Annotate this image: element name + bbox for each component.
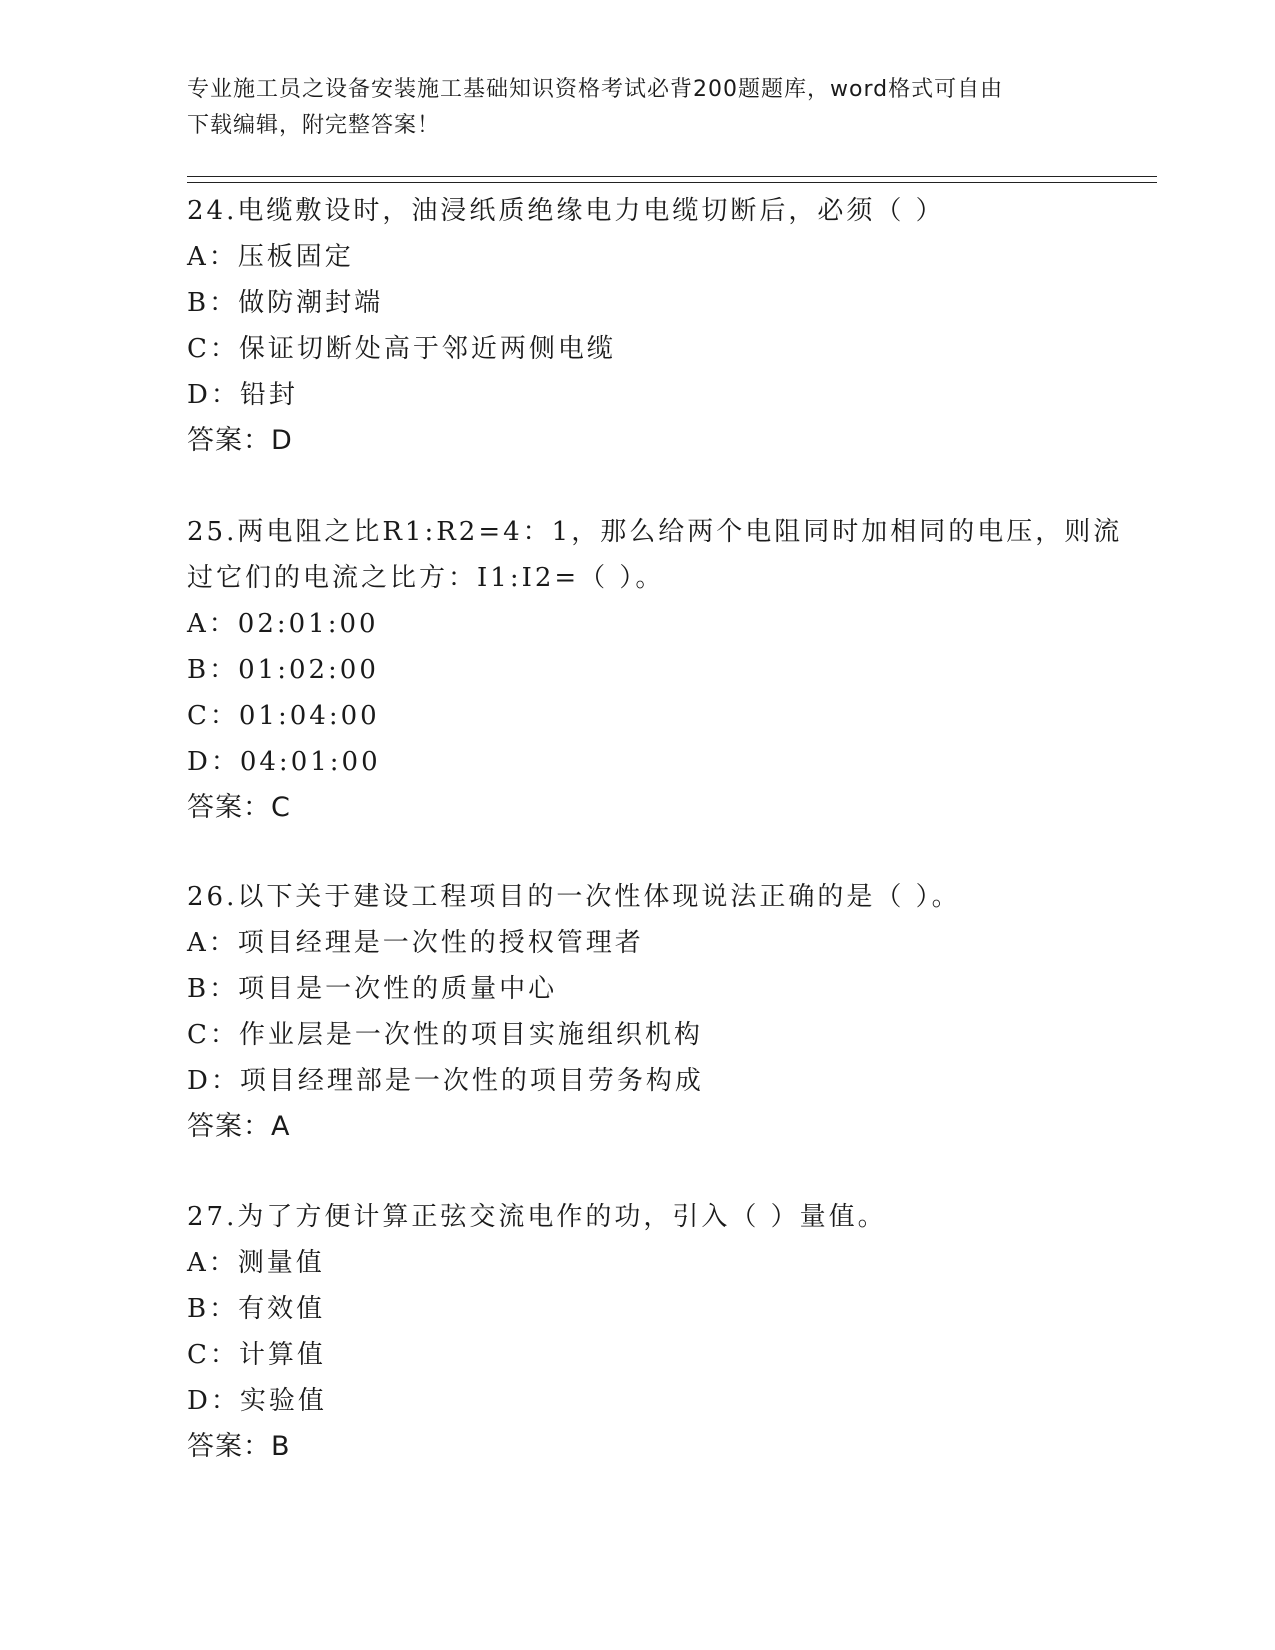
question-24	[187, 188, 1087, 464]
option-b: B：01:02:00	[187, 655, 379, 685]
option-a: A：项目经理是一次性的授权管理者	[187, 928, 644, 958]
answer-text: 答案：C	[187, 792, 291, 823]
option-c: C：作业层是一次性的项目实施组织机构	[187, 1020, 703, 1050]
question-stem: 24.电缆敷设时，油浸纸质绝缘电力电缆切断后，必须（ ）	[187, 196, 945, 226]
header-line-1: 专业施工员之设备安装施工基础知识资格考试必背200题题库，word格式可自由	[187, 77, 1004, 102]
option-a: A：02:01:00	[187, 609, 379, 639]
answer-text: 答案：A	[187, 1111, 291, 1142]
option-d: D：项目经理部是一次性的项目劳务构成	[187, 1066, 704, 1096]
option-b: B：项目是一次性的质量中心	[187, 974, 558, 1004]
option-a: A：测量值	[187, 1248, 325, 1278]
option-c: C：计算值	[187, 1340, 326, 1370]
header-divider-top	[187, 176, 1157, 177]
option-c: C：保证切断处高于邻近两侧电缆	[187, 334, 616, 364]
question-stem: 25.两电阻之比R1:R2=4：1，那么给两个电阻同时加相同的电压，则流	[187, 517, 1123, 547]
question-27	[187, 1194, 1087, 1470]
option-c: C：01:04:00	[187, 701, 380, 731]
header-line-2: 下载编辑，附完整答案！	[187, 113, 441, 138]
question-stem-continued: 过它们的电流之比方：I1:I2=（ ）。	[187, 563, 665, 593]
question-stem: 27.为了方便计算正弦交流电作的功，引入（ ）量值。	[187, 1202, 887, 1232]
header-divider-bottom	[187, 182, 1157, 183]
document-header	[187, 72, 1067, 144]
question-26	[187, 874, 1087, 1150]
option-d: D：实验值	[187, 1386, 327, 1416]
question-stem: 26.以下关于建设工程项目的一次性体现说法正确的是（ ）。	[187, 882, 961, 912]
question-25	[187, 509, 1123, 831]
answer-text: 答案：B	[187, 1431, 291, 1462]
option-d: D：铅封	[187, 380, 298, 410]
option-b: B：有效值	[187, 1294, 326, 1324]
option-a: A：压板固定	[187, 242, 354, 272]
option-d: D：04:01:00	[187, 747, 381, 777]
option-b: B：做防潮封端	[187, 288, 384, 318]
answer-text: 答案：D	[187, 425, 293, 456]
